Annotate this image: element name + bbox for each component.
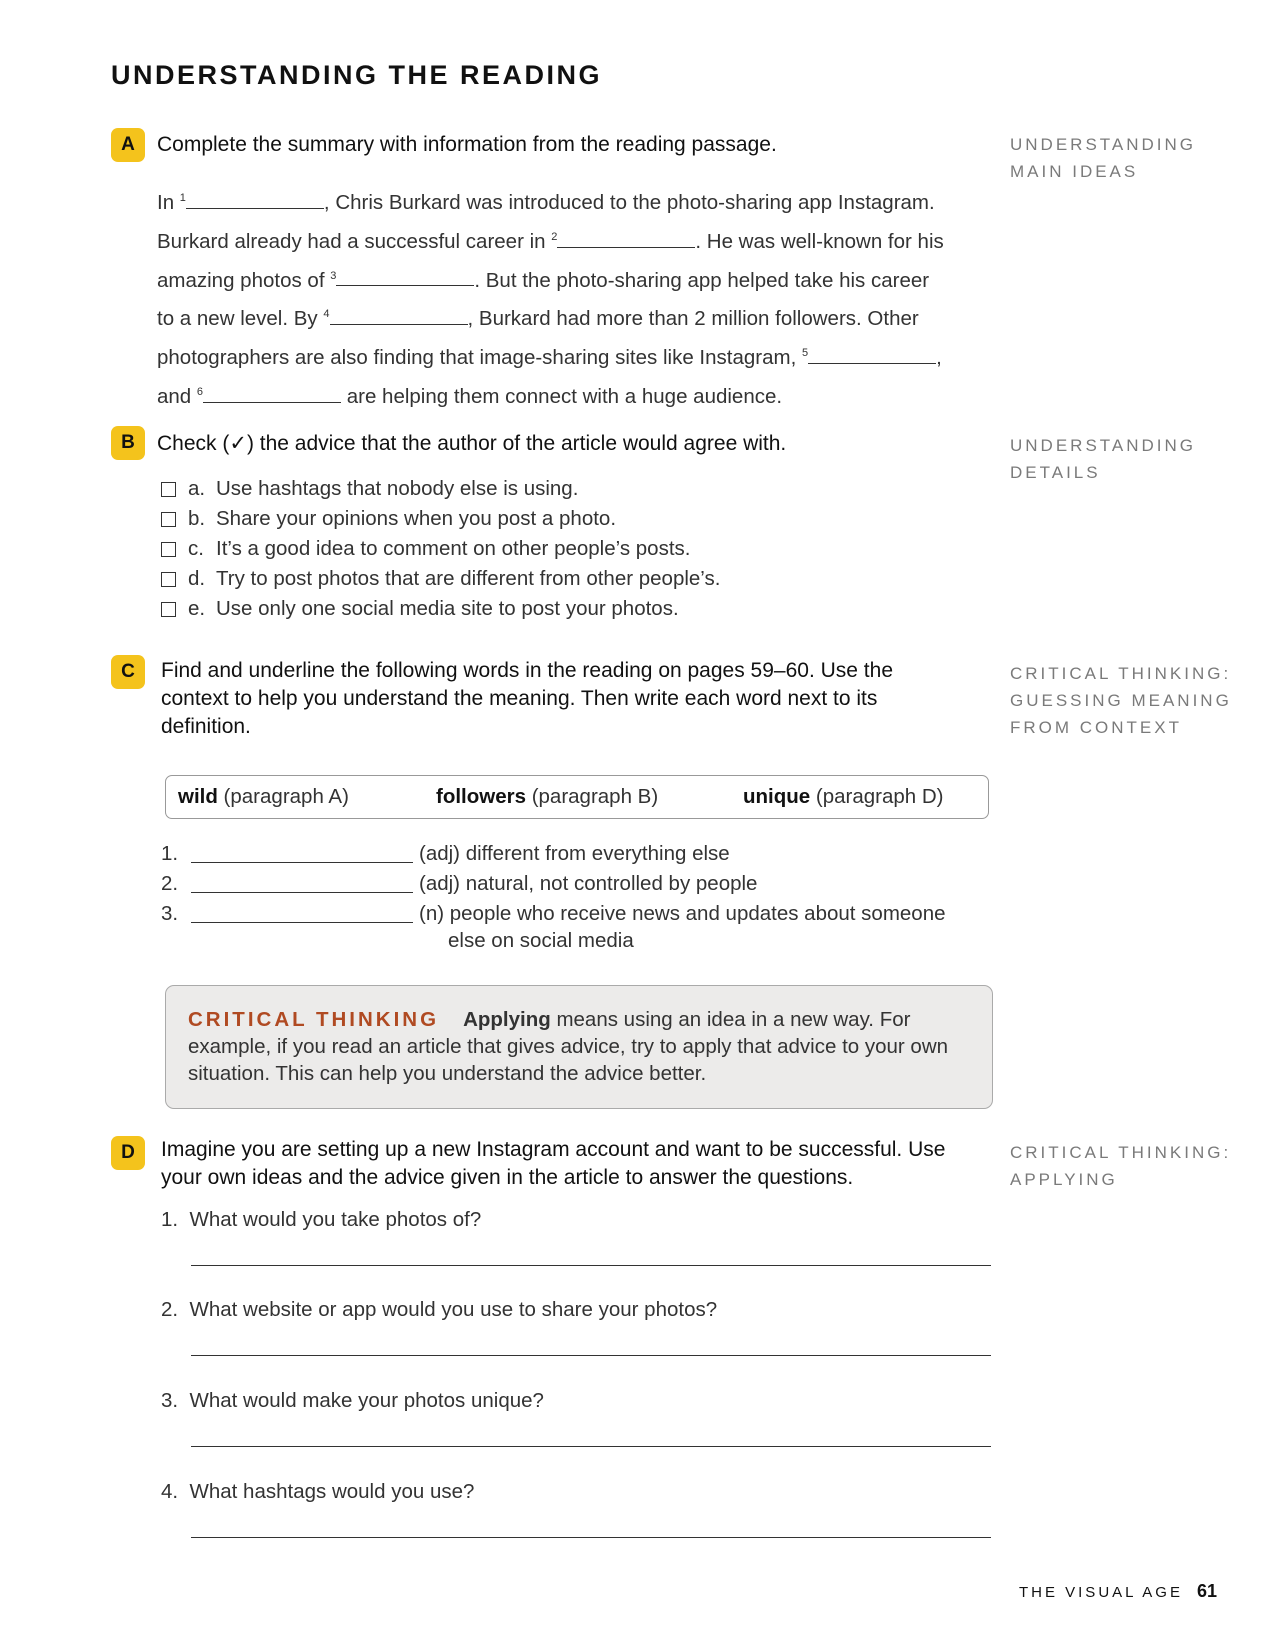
section-b-side-label: UNDERSTANDING DETAILS xyxy=(1010,436,1197,482)
page-heading: UNDERSTANDING THE READING xyxy=(111,60,603,90)
page-number: 61 xyxy=(1196,1581,1217,1601)
blank-6[interactable] xyxy=(203,382,341,403)
checklist-item[interactable]: b. Share your opinions when you post a photo. xyxy=(161,504,720,534)
word-bank-item: followers (paragraph B) xyxy=(436,785,659,808)
answer-blank[interactable] xyxy=(191,922,413,923)
checklist-item[interactable]: d. Try to post photos that are different from other people’s. xyxy=(161,564,720,594)
answer-line-1[interactable] xyxy=(191,1265,991,1266)
section-c-side-label: CRITICAL THINKING: GUESSING MEANING FROM CONTEXT xyxy=(1010,664,1232,737)
answer-line-4[interactable] xyxy=(191,1537,991,1538)
answer-blank[interactable] xyxy=(191,892,413,893)
advice-checklist xyxy=(161,474,720,624)
section-d-side-label: CRITICAL THINKING: APPLYING xyxy=(1010,1143,1232,1189)
section-a-side-label: UNDERSTANDING MAIN IDEAS xyxy=(1010,135,1197,181)
critical-thinking-box: CRITICAL THINKING Applying means using an idea in a new way. For example, if you read an article that gives advice, try to apply that advice to your own situation. This can help you understand the advice better. xyxy=(165,985,993,1109)
footer-title: THE VISUAL AGE xyxy=(1018,1584,1183,1601)
question-2: 2. What website or app would you use to share your photos? xyxy=(161,1298,718,1321)
question-4: 4. What hashtags would you use? xyxy=(161,1480,475,1503)
answer-line-3[interactable] xyxy=(191,1446,991,1447)
section-a-badge: A xyxy=(111,128,145,162)
section-d-badge: D xyxy=(111,1136,145,1170)
summary-paragraph: In $^1$ , Chris Burkard was introduced to the photo-sharing app Instagram. Burkard already had a successful career in $^2$ . He was well-known for his amazing photos of $^3$ . But the photo-sharing app helped take his career to a new level. By $^4$ , Burkard had more than 2 million followers. Other photographers are also finding that image-sharing sites like Instagram, $^5$ , and $^6$ are helping them connect with a huge audience. xyxy=(157,181,977,414)
section-c-badge: C xyxy=(111,655,145,689)
checklist-item[interactable]: a. Use hashtags that nobody else is using. xyxy=(161,474,720,504)
word-bank-item: wild (paragraph A) xyxy=(178,785,349,808)
section-b-title: Check (✓) the advice that the author of the article would agree with. xyxy=(157,432,787,455)
word-bank xyxy=(165,775,989,819)
question-3: 3. What would make your photos unique? xyxy=(161,1389,544,1412)
checkbox[interactable] xyxy=(161,572,176,587)
page-footer xyxy=(1019,1581,1217,1602)
blank-4[interactable] xyxy=(330,304,468,325)
critical-thinking-label: CRITICAL THINKING xyxy=(188,1008,440,1031)
word-bank-item: unique (paragraph D) xyxy=(743,785,944,808)
answer-line-2[interactable] xyxy=(191,1355,991,1356)
checklist-item[interactable]: e. Use only one social media site to post your photos. xyxy=(161,594,720,624)
checkbox[interactable] xyxy=(161,482,176,497)
question-1: 1. What would you take photos of? xyxy=(161,1208,482,1231)
checkbox[interactable] xyxy=(161,602,176,617)
answer-blank[interactable] xyxy=(191,862,413,863)
checkbox[interactable] xyxy=(161,542,176,557)
checkbox[interactable] xyxy=(161,512,176,527)
section-d-title: Imagine you are setting up a new Instagram account and want to be successful. Use your own ideas and the advice given in the article to answer the questions. xyxy=(161,1138,946,1189)
blank-2[interactable] xyxy=(557,227,695,248)
checklist-item[interactable]: c. It’s a good idea to comment on other people’s posts. xyxy=(161,534,720,564)
section-c-title: Find and underline the following words in the reading on pages 59–60. Use the context to help you understand the meaning. Then write each word next to its definition. xyxy=(161,659,893,738)
section-a-title: Complete the summary with information from the reading passage. xyxy=(157,133,777,156)
section-b-badge: B xyxy=(111,426,145,460)
blank-5[interactable] xyxy=(808,343,936,364)
blank-3[interactable] xyxy=(336,265,474,286)
blank-1[interactable] xyxy=(186,188,324,209)
